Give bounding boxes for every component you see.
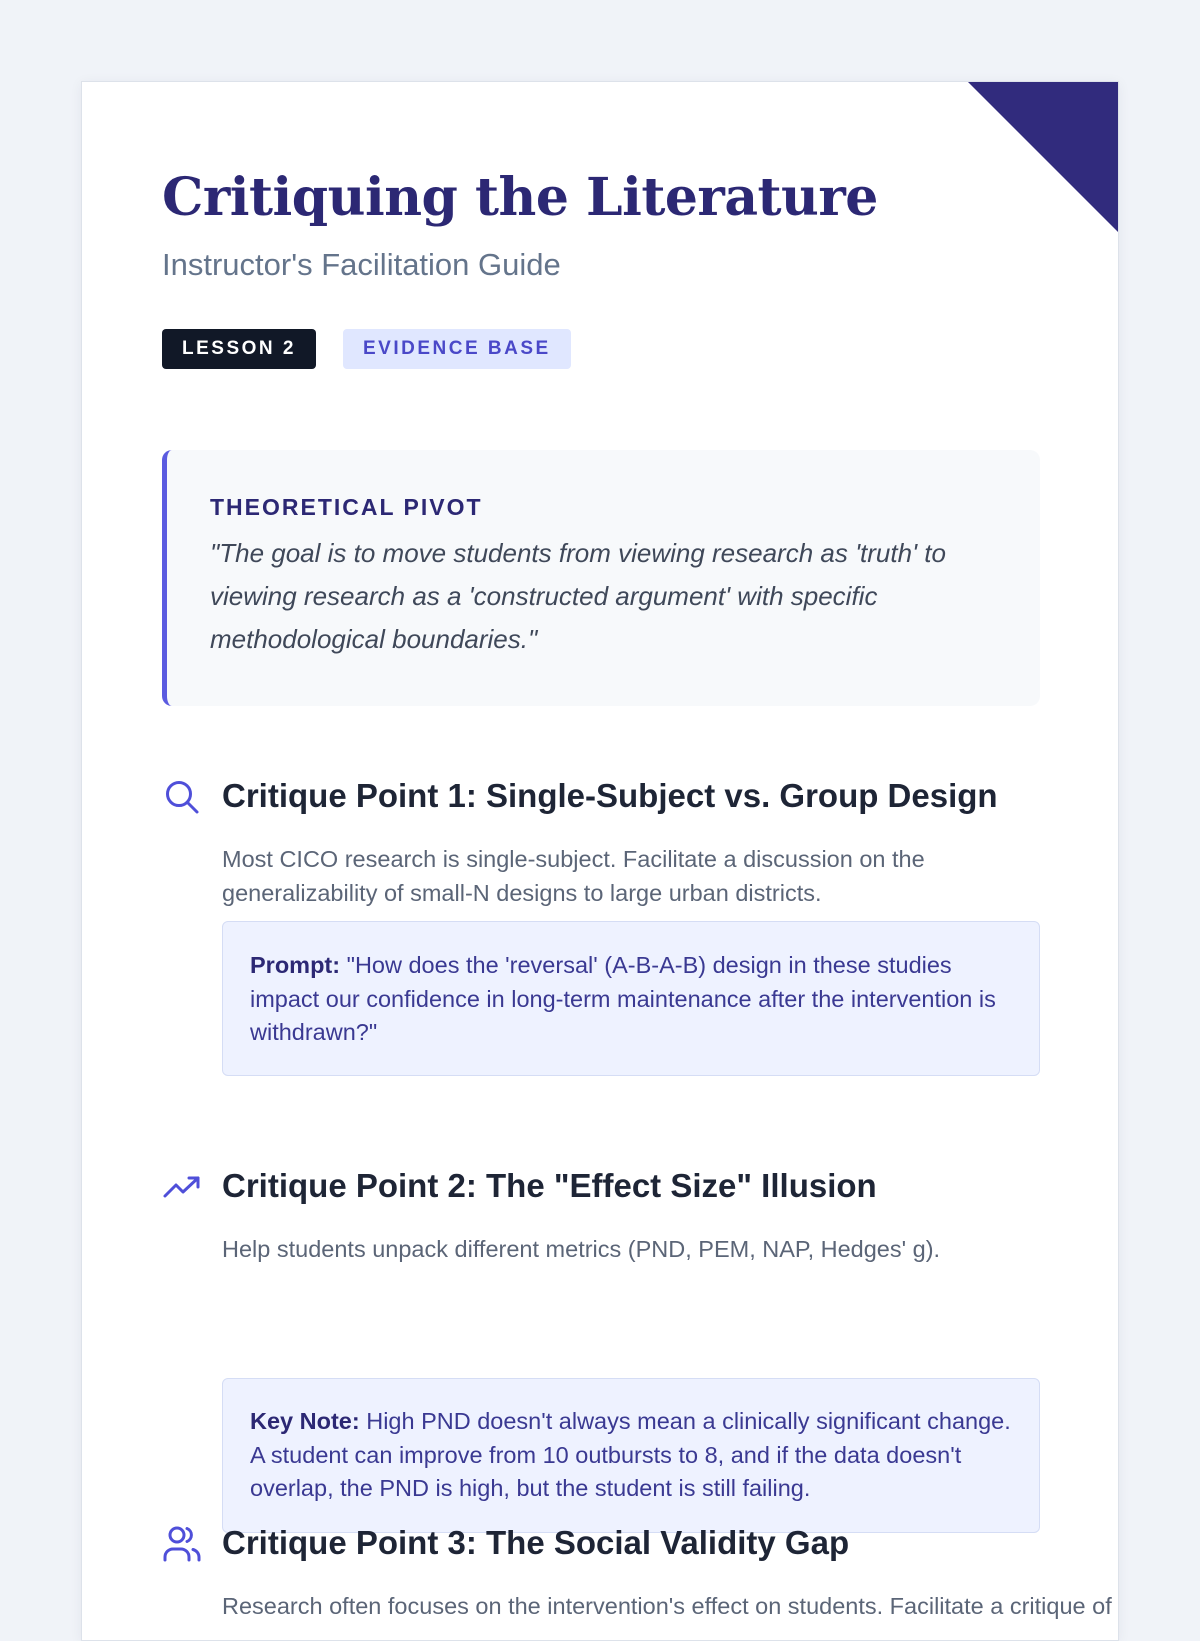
trending-up-icon (162, 1167, 202, 1207)
page-subtitle: Instructor's Facilitation Guide (162, 247, 561, 282)
critique-point-heading: Critique Point 3: The Social Validity Gap (222, 1524, 850, 1561)
users-icon (162, 1524, 202, 1564)
critique-point-body: Most CICO research is single-subject. Facilitate a discussion on the generalizability of small-N designs to large urban districts. (222, 846, 925, 906)
callout-text: "How does the 'reversal' (A-B-A-B) design in these studies impact our confidence in long-term maintenance after the intervention is withdrawn?" (250, 952, 996, 1045)
pivot-quote: "The goal is to move students from viewing research as 'truth' to viewing research as a 'constructed argument' with specific methodological boundaries." (210, 538, 946, 654)
callout-text: High PND doesn't always mean a clinically significant change. A student can improve from 10 outbursts to 8, and if the data doesn't overlap, the PND is high, but the student is still failing. (250, 1408, 1011, 1501)
document-page (81, 81, 1119, 1641)
corner-accent (968, 82, 1118, 232)
theoretical-pivot-box (162, 450, 1040, 706)
tag-row (162, 329, 571, 369)
prompt-callout (222, 921, 1040, 1076)
callout-label: Key Note: (250, 1408, 360, 1434)
callout-label: Prompt: (250, 952, 341, 978)
critique-point-body: Research often focuses on the intervention's effect on students. Facilitate a critique of (222, 1593, 1112, 1619)
critique-point-body: Help students unpack different metrics (PND, PEM, NAP, Hedges' g). (222, 1236, 941, 1262)
critique-point-heading: Critique Point 2: The "Effect Size" Illusion (222, 1167, 877, 1204)
key-note-callout (222, 1378, 1040, 1533)
critique-point-heading: Critique Point 1: Single-Subject vs. Group Design (222, 777, 998, 814)
lesson-tag: LESSON 2 (162, 329, 316, 369)
pivot-label: THEORETICAL PIVOT (210, 494, 483, 520)
topic-tag: EVIDENCE BASE (343, 329, 571, 369)
page-title: Critiquing the Literature (162, 167, 878, 228)
search-icon (162, 777, 202, 817)
